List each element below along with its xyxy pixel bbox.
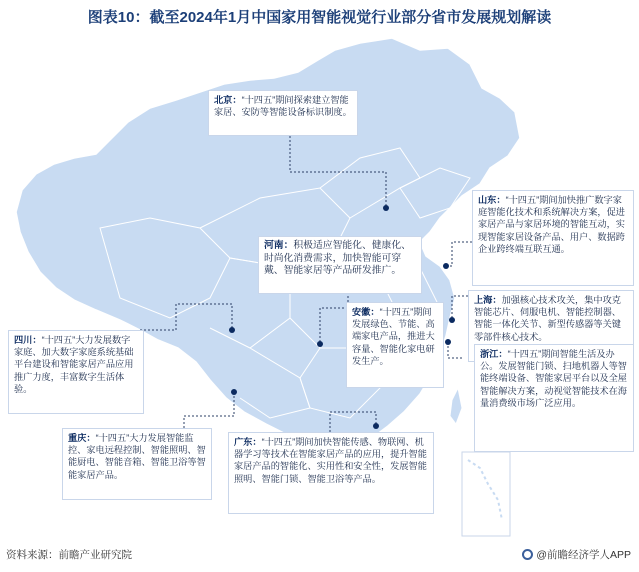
region-text: “十四五”大力发展智能监控、家电远程控制、智能照明、智能厨电、智能音箱、智能卫浴等智能家居产品。 (68, 433, 206, 480)
region-text: “十四五”期间加快智能传感、物联网、机器学习等技术在智能家居产品的应用，提升智能家居产品的智能化、实用性和安全性，发展智能照明、智能门锁、智能卫浴等产品。 (234, 437, 427, 484)
region-name: 山东 (478, 195, 497, 205)
brand-credit (522, 547, 631, 562)
taiwan-island (450, 388, 462, 424)
brand-text: @前瞻经济学人APP (536, 549, 631, 561)
region-name: 广东 (234, 437, 253, 447)
brand-logo-icon (522, 549, 533, 560)
map-area (0, 28, 639, 544)
region-box-beijing: 北京：“十四五”期间探索建立智能家居、安防等智能设备标识制度。 (208, 90, 358, 136)
region-box-shanghai: 上海：加强核心技术攻关，集中攻克智能芯片、伺服电机、智能控制器、智能一体化关节、新型传感器等关键零部件核心技术。 (468, 290, 634, 362)
region-name: 浙江 (480, 349, 499, 359)
region-box-anhui: 安徽：“十四五”期间发展绿色、节能、高端家电产品，推进大容量、智能化家电研发生产。 (346, 302, 444, 388)
region-text: “十四五”期间加快推广数字家庭智能化技术和系统解决方案，促进家居产品与家居环境的智能互动，实现智能家居设备产品、用户、数据跨企业跨终端互联互通。 (478, 195, 625, 254)
region-text: 积极适应智能化、健康化、时尚化消费需求，加快智能可穿戴、智能家居等产品研发推广。 (264, 240, 411, 277)
region-text: “十四五”期间探索建立智能家居、安防等智能设备标识制度。 (214, 95, 352, 118)
region-box-shandong: 山东：“十四五”期间加快推广数字家庭智能化技术和系统解决方案，促进家居产品与家居环境的智能互动，实现智能家居设备产品、用户、数据跨企业跨终端互联互通。 (472, 190, 634, 286)
region-box-zhejiang: 浙江：“十四五”期间智能生活及办公。发展智能门锁、扫地机器人等智能终端设备、智能家居平台以及全屋智能解决方案，动视觉智能技术在海量消费级市场广泛应用。 (474, 344, 634, 452)
region-name: 四川 (14, 335, 33, 345)
region-text: “十四五”大力发展数字家庭、加大数字家庭系统基础平台建设和智能家居产品应用推广力度，丰富数字生活体验。 (14, 335, 134, 394)
region-name: 上海 (474, 295, 493, 305)
source-note: 资料来源：前瞻产业研究院 (6, 549, 132, 561)
region-name: 安徽 (352, 307, 371, 317)
region-text: “十四五”期间智能生活及办公。发展智能门锁、扫地机器人等智能终端设备、智能家居平台以及全屋智能解决方案，动视觉智能技术在海量消费级市场广泛应用。 (480, 349, 627, 408)
region-box-sichuan: 四川：“十四五”大力发展数字家庭、加大数字家庭系统基础平台建设和智能家居产品应用推广力度，丰富数字生活体验。 (8, 330, 144, 414)
region-text: 加强核心技术攻关，集中攻克智能芯片、伺服电机、智能控制器、智能一体化关节、新型传感器等关键零部件核心技术。 (474, 295, 621, 342)
region-name: 重庆 (68, 433, 87, 443)
south-china-sea-inset (462, 452, 510, 536)
region-text: “十四五”期间发展绿色、节能、高端家电产品，推进大容量、智能化家电研发生产。 (352, 307, 435, 366)
region-name: 河南 (264, 240, 284, 251)
region-box-chongqing: 重庆：“十四五”大力发展智能监控、家电远程控制、智能照明、智能厨电、智能音箱、智能卫浴等智能家居产品。 (62, 428, 212, 500)
page-title: 图表10：截至2024年1月中国家用智能视觉行业部分省市发展规划解读 (87, 9, 552, 26)
region-box-henan: 河南：积极适应智能化、健康化、时尚化消费需求，加快智能可穿戴、智能家居等产品研发推广。 (258, 236, 422, 294)
region-name: 北京 (214, 95, 233, 105)
region-box-guangdong: 广东：“十四五”期间加快智能传感、物联网、机器学习等技术在智能家居产品的应用，提升智能家居产品的智能化、实用性和安全性，发展智能照明、智能门锁、智能卫浴等产品。 (228, 432, 434, 514)
